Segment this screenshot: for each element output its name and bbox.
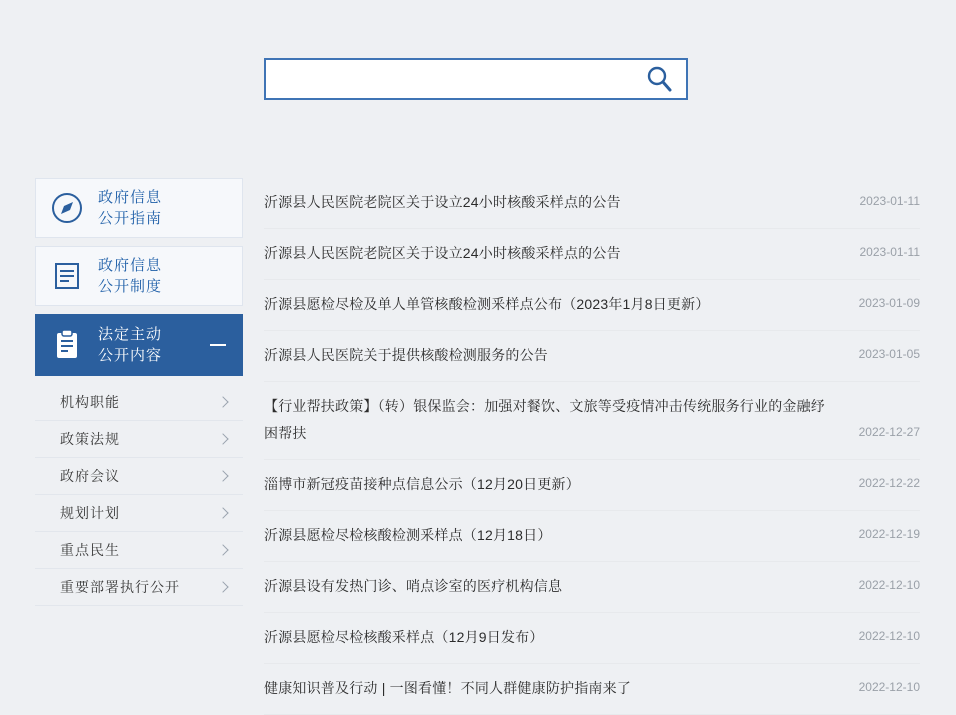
news-title[interactable]: 沂源县愿检尽检核酸检测釆样点（12月18日） xyxy=(264,527,552,543)
news-title[interactable]: 沂源县人民医院老院区关于设立24小时核酸采样点的公告 xyxy=(264,245,621,261)
search-button[interactable] xyxy=(632,60,686,98)
news-list xyxy=(264,178,920,715)
sidebar-card-label xyxy=(98,255,162,297)
document-icon xyxy=(36,259,98,293)
card-line1: 政府信息 xyxy=(98,257,163,274)
list-item[interactable] xyxy=(264,280,920,331)
sidebar-sub-list xyxy=(35,384,243,606)
sidebar-card-statutory-content[interactable] xyxy=(35,314,243,376)
news-title[interactable]: 淄博市新冠疫苗接种点信息公示（12月20日更新） xyxy=(264,476,580,492)
sidebar-item-government-meetings[interactable] xyxy=(35,458,243,495)
list-item[interactable] xyxy=(264,382,920,460)
news-title[interactable]: 沂源县人民医院关于提供核酸检测服务的公告 xyxy=(264,347,548,363)
sidebar-item-label: 重点民生 xyxy=(60,542,120,558)
news-date: 2022-12-10 xyxy=(858,578,920,592)
card-line2: 公开内容 xyxy=(98,347,163,364)
list-item[interactable] xyxy=(264,613,920,664)
list-item[interactable] xyxy=(264,178,920,229)
compass-icon xyxy=(36,191,98,225)
sidebar-item-label: 政策法规 xyxy=(60,431,120,447)
sidebar-item-label: 政府会议 xyxy=(60,468,120,484)
sidebar-card-open-guide[interactable] xyxy=(35,178,243,238)
list-item[interactable] xyxy=(264,511,920,562)
sidebar-item-key-deployment[interactable] xyxy=(35,569,243,606)
clipboard-icon xyxy=(36,328,98,362)
sidebar-item-organization-functions[interactable] xyxy=(35,384,243,421)
list-item[interactable] xyxy=(264,664,920,715)
news-date: 2022-12-10 xyxy=(858,680,920,694)
chevron-right-icon xyxy=(217,544,228,555)
news-date: 2023-01-11 xyxy=(859,245,920,259)
news-title[interactable]: 沂源县设有发热门诊、哨点诊室的医疗机构信息 xyxy=(264,578,563,594)
search-bar xyxy=(264,58,688,100)
sidebar xyxy=(35,178,243,606)
sidebar-card-label xyxy=(98,187,162,229)
news-date: 2023-01-09 xyxy=(858,296,920,310)
chevron-right-icon xyxy=(217,470,228,481)
news-title[interactable]: 沂源县愿检尽检及单人单管核酸检测釆样点公布（2023年1月8日更新） xyxy=(264,296,710,312)
news-date: 2023-01-11 xyxy=(859,194,920,208)
sidebar-item-policies-regulations[interactable] xyxy=(35,421,243,458)
card-line1: 政府信息 xyxy=(98,189,163,206)
sidebar-item-label: 重要部署执行公开 xyxy=(60,579,180,595)
sidebar-card-label xyxy=(98,324,162,366)
list-item[interactable] xyxy=(264,460,920,511)
sidebar-item-label: 规划计划 xyxy=(60,505,120,521)
news-date: 2022-12-19 xyxy=(858,527,920,541)
news-title[interactable]: 健康知识普及行动 | 一图看懂！不同人群健康防护指南来了 xyxy=(264,680,632,696)
sidebar-item-label: 机构职能 xyxy=(60,394,120,410)
list-item[interactable] xyxy=(264,562,920,613)
news-title[interactable]: 【行业帮扶政策】（转）银保监会：加强对餐饮、文旅等受疫情冲击传统服务行业的金融纾困帮扶 xyxy=(264,398,825,441)
card-line2: 公开制度 xyxy=(98,278,163,295)
chevron-right-icon xyxy=(217,507,228,518)
card-line1: 法定主动 xyxy=(98,326,163,343)
chevron-right-icon xyxy=(217,433,228,444)
list-item[interactable] xyxy=(264,229,920,280)
news-date: 2022-12-27 xyxy=(858,425,920,439)
news-date: 2022-12-22 xyxy=(858,476,920,490)
card-line2: 公开指南 xyxy=(98,210,163,227)
list-item[interactable] xyxy=(264,331,920,382)
news-title[interactable]: 沂源县愿检尽检核酸釆样点（12月9日发布） xyxy=(264,629,544,645)
sidebar-card-open-system[interactable] xyxy=(35,246,243,306)
search-input[interactable] xyxy=(266,60,632,98)
sidebar-item-key-livelihood[interactable] xyxy=(35,532,243,569)
chevron-right-icon xyxy=(217,581,228,592)
news-title[interactable]: 沂源县人民医院老院区关于设立24小时核酸采样点的公告 xyxy=(264,194,621,210)
search-icon xyxy=(644,64,674,94)
sidebar-item-plans[interactable] xyxy=(35,495,243,532)
chevron-right-icon xyxy=(217,396,228,407)
news-date: 2023-01-05 xyxy=(858,347,920,361)
collapse-minus-icon[interactable] xyxy=(210,344,226,346)
news-date: 2022-12-10 xyxy=(858,629,920,643)
